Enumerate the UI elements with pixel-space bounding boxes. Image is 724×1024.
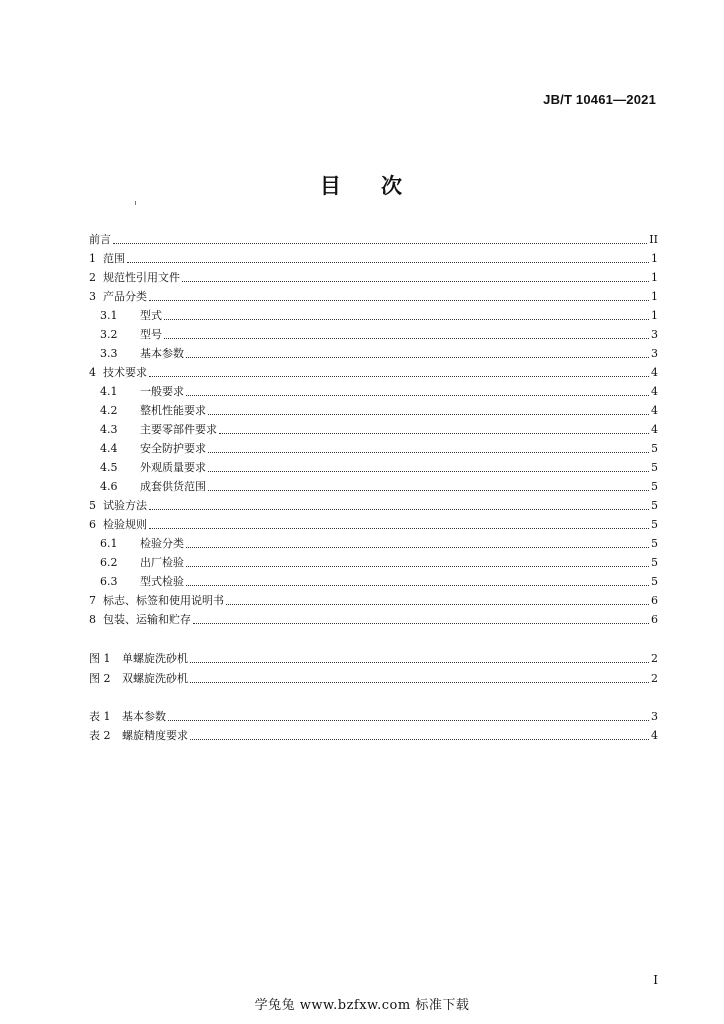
- toc-entry-page: 4: [651, 404, 658, 417]
- figure-entry-number: 图 2: [89, 672, 111, 685]
- toc-entry[interactable]: [100, 533, 658, 551]
- toc-entry[interactable]: [100, 457, 658, 475]
- leader-dots: [190, 738, 649, 740]
- toc-entry-label: 技术要求: [103, 366, 147, 379]
- table-entry-number: 表 1: [89, 710, 111, 723]
- toc-entry-label: 规范性引用文件: [103, 271, 180, 284]
- toc-entry-label: 产品分类: [103, 290, 147, 303]
- toc-entry-page: 3: [651, 347, 658, 360]
- toc-entry-label: 基本参数: [140, 347, 184, 360]
- leader-dots: [219, 432, 649, 434]
- toc-entry-number: 1: [89, 252, 96, 265]
- leader-dots: [149, 375, 649, 377]
- toc-entry-page: 3: [651, 328, 658, 341]
- toc-entry-number: 3: [89, 290, 96, 303]
- toc-entry-label: 主要零部件要求: [140, 423, 217, 436]
- toc-entry[interactable]: [100, 400, 658, 418]
- table-entry-label: 基本参数: [122, 710, 166, 723]
- figure-entry-page: 2: [651, 652, 658, 665]
- toc-entry-page: 5: [651, 556, 658, 569]
- toc-entry-label: 型式: [140, 309, 162, 322]
- toc-entry[interactable]: [100, 381, 658, 399]
- leader-dots: [186, 356, 649, 358]
- toc-entry-number: 4.5: [100, 461, 118, 474]
- toc-entry[interactable]: [100, 419, 658, 437]
- toc-entry-foreword[interactable]: [89, 229, 658, 247]
- toc-entry-label: 试验方法: [103, 499, 147, 512]
- toc-entry-number: 8: [89, 613, 96, 626]
- leader-dots: [113, 242, 647, 244]
- document-code: JB/T 10461—2021: [543, 92, 656, 107]
- toc-entry[interactable]: [100, 305, 658, 323]
- page-title: [0, 170, 724, 200]
- toc-entry-page: 1: [651, 271, 658, 284]
- toc-entry-page: 5: [651, 480, 658, 493]
- toc-entry[interactable]: [89, 267, 658, 285]
- leader-dots: [186, 546, 649, 548]
- toc-entry-label: 成套供货范围: [140, 480, 206, 493]
- leader-dots: [208, 451, 649, 453]
- toc-entry-label: 型号: [140, 328, 162, 341]
- toc-entry-label: 标志、标签和使用说明书: [103, 594, 224, 607]
- toc-entry-number: 6: [89, 518, 96, 531]
- toc-entry-number: 5: [89, 499, 96, 512]
- leader-dots: [186, 394, 649, 396]
- toc-entry-number: 3.1: [100, 309, 118, 322]
- leader-dots: [190, 681, 649, 683]
- toc-entry-label: 前言: [89, 233, 111, 246]
- toc-entry-number: 6.2: [100, 556, 118, 569]
- toc-entry-label: 范围: [103, 252, 125, 265]
- toc-entry-label: 检验规则: [103, 518, 147, 531]
- scan-artifact: [135, 201, 136, 205]
- leader-dots: [208, 470, 649, 472]
- toc-entry-page: 5: [651, 537, 658, 550]
- page-number: I: [653, 973, 658, 987]
- toc-entry[interactable]: [100, 324, 658, 342]
- leader-dots: [164, 337, 649, 339]
- toc-entry-page: 6: [651, 594, 658, 607]
- toc-entry-page: 1: [651, 252, 658, 265]
- toc-entry[interactable]: [89, 609, 658, 627]
- title-char-1: 目: [319, 174, 343, 198]
- table-entry-number: 表 2: [89, 729, 111, 742]
- toc-entry-page: 4: [651, 385, 658, 398]
- toc-entry-label: 出厂检验: [140, 556, 184, 569]
- toc-entry-label: 包装、运输和贮存: [103, 613, 191, 626]
- leader-dots: [208, 489, 649, 491]
- toc-entry-page: 5: [651, 575, 658, 588]
- toc-entry-page: 5: [651, 442, 658, 455]
- toc-entry[interactable]: [100, 571, 658, 589]
- toc-entry-label: 一般要求: [140, 385, 184, 398]
- toc-entry-label: 安全防护要求: [140, 442, 206, 455]
- toc-entry-page: 5: [651, 499, 658, 512]
- table-entry-label: 螺旋精度要求: [122, 729, 188, 742]
- toc-entry-label: 型式检验: [140, 575, 184, 588]
- table-entry-page: 4: [651, 729, 658, 742]
- leader-dots: [186, 584, 649, 586]
- toc-entry-page: 4: [651, 366, 658, 379]
- leader-dots: [182, 280, 649, 282]
- toc-entry-page: 4: [651, 423, 658, 436]
- toc-entry[interactable]: [100, 438, 658, 456]
- toc-entry[interactable]: [89, 514, 658, 532]
- figure-entry-label: 双螺旋洗砂机: [122, 672, 188, 685]
- figure-entry-number: 图 1: [89, 652, 111, 665]
- toc-entry[interactable]: [100, 476, 658, 494]
- toc-entry[interactable]: [100, 552, 658, 570]
- leader-dots: [226, 603, 649, 605]
- toc-entry-number: 2: [89, 271, 96, 284]
- toc-entry-number: 4.4: [100, 442, 118, 455]
- leader-dots: [164, 318, 649, 320]
- toc-entry-number: 4.3: [100, 423, 118, 436]
- toc-entry[interactable]: [89, 362, 658, 380]
- leader-dots: [149, 299, 649, 301]
- leader-dots: [208, 413, 649, 415]
- leader-dots: [168, 719, 649, 721]
- toc-entry[interactable]: [100, 343, 658, 361]
- table-entry-page: 3: [651, 710, 658, 723]
- toc-entry[interactable]: [89, 495, 658, 513]
- leader-dots: [186, 565, 649, 567]
- toc-entry-page: 1: [651, 290, 658, 303]
- leader-dots: [190, 661, 649, 663]
- toc-entry[interactable]: [89, 286, 658, 304]
- toc-entry-label: 整机性能要求: [140, 404, 206, 417]
- toc-entry-label: 检验分类: [140, 537, 184, 550]
- figure-entry[interactable]: [89, 648, 658, 666]
- figure-entry[interactable]: [89, 668, 658, 686]
- toc-entry[interactable]: [89, 590, 658, 608]
- toc-entry-label: 外观质量要求: [140, 461, 206, 474]
- figure-entry-page: 2: [651, 672, 658, 685]
- toc-entry-number: 3.2: [100, 328, 118, 341]
- toc-entry-page: II: [649, 233, 658, 246]
- toc-entry-page: 6: [651, 613, 658, 626]
- title-char-2: 次: [381, 174, 405, 198]
- watermark-footer: 学兔兔 www.bzfxw.com 标准下载: [254, 998, 470, 1013]
- toc-entry-number: 4.2: [100, 404, 118, 417]
- leader-dots: [127, 261, 649, 263]
- toc-entry[interactable]: [89, 248, 658, 266]
- table-entry[interactable]: [89, 725, 658, 743]
- toc-entry-page: 5: [651, 518, 658, 531]
- toc-entry-number: 6.1: [100, 537, 118, 550]
- toc-entry-number: 7: [89, 594, 96, 607]
- toc-entry-number: 6.3: [100, 575, 118, 588]
- toc-entry-number: 4: [89, 366, 96, 379]
- table-entry[interactable]: [89, 706, 658, 724]
- leader-dots: [193, 622, 649, 624]
- toc-entry-number: 4.6: [100, 480, 118, 493]
- toc-entry-page: 5: [651, 461, 658, 474]
- leader-dots: [149, 508, 649, 510]
- toc-entry-number: 3.3: [100, 347, 118, 360]
- figure-entry-label: 单螺旋洗砂机: [122, 652, 188, 665]
- toc-entry-number: 4.1: [100, 385, 118, 398]
- toc-entry-page: 1: [651, 309, 658, 322]
- leader-dots: [149, 527, 649, 529]
